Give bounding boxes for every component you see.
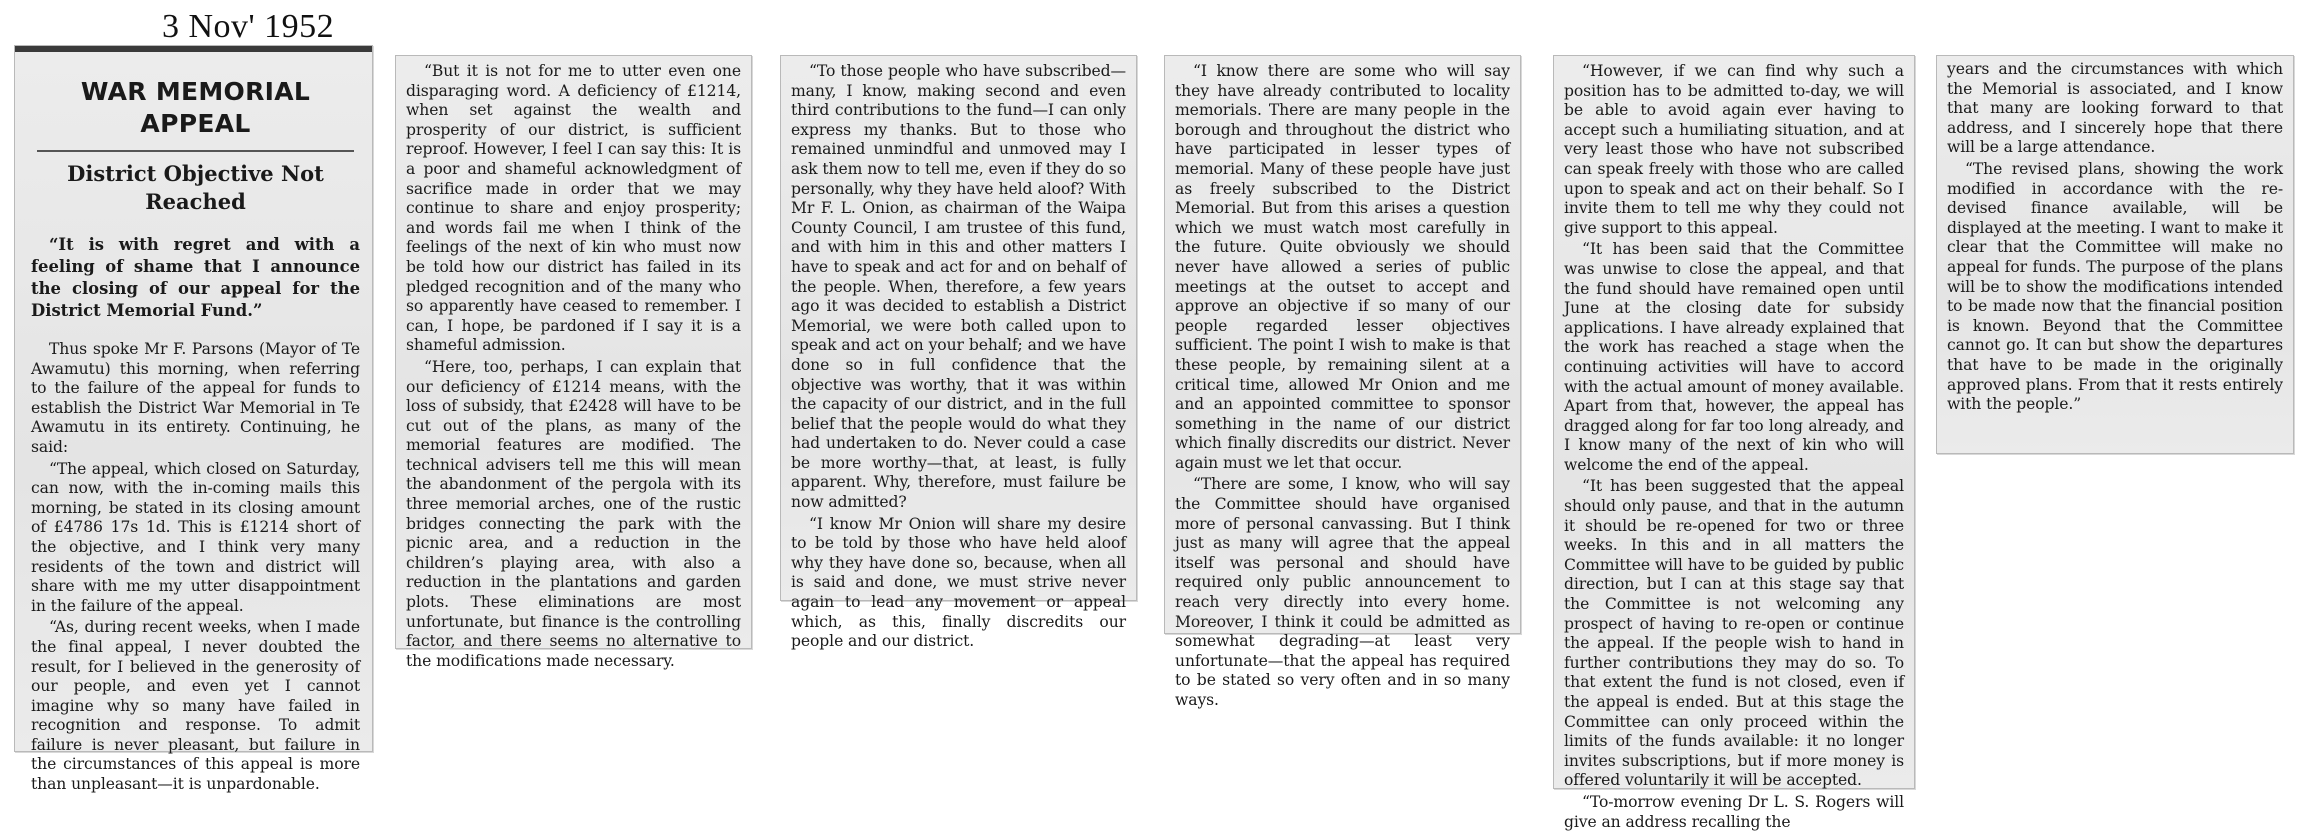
article-paragraph: Thus spoke Mr F. Parsons (Mayor of Te Awamutu) this morning, when referring to the failure of the appeal for funds to establish the District War Memorial in Te Awamutu in its entirety. Continuing, he said: (31, 340, 360, 456)
article-lead-quote: “It is with regret and with a feeling of shame that I announce the closing of our appeal for the District Memorial Fund.” (31, 235, 360, 320)
article-paragraph: “Here, too, perhaps, I can explain that our deficiency of £1214 means, with the loss of subsidy, that £2428 will have to be cut out of the plans, as many of the memorial features are modified. The technical advisers tell me this will mean the abandonment of the pergola with its three memorial arches, one of the rustic bridges connecting the park with the picnic area, and a reduction in the children’s playing area, with also a reduction in the plantations and garden plots. These eliminations are most unfortunate, but finance is the controlling factor, and there seems no alternative to the modifications made necessary. (406, 357, 741, 670)
clipping-column-5 (1553, 55, 1915, 831)
clipping-column-6 (1936, 55, 2294, 454)
article-paragraph: “It has been suggested that the appeal should only pause, and that in the autumn it should be re-opened for two or three weeks. In this and in all matters the Committee will have to be guided by public direction, but I can at this stage say that the Committee is not welcoming any prospect of having to re-open or continue the appeal. If the people wish to hand in further contributions they may do so. To that extent the fund is not closed, even if the appeal is ended. But at this stage the Committee can only proceed within the limits of the funds available: it no longer invites subscriptions, but if more money is offered voluntarily it will be accepted. (1564, 477, 1904, 790)
clipping-column-1 (14, 45, 373, 794)
article-paragraph: “But it is not for me to utter even one disparaging word. A deficiency of £1214, when set against the wealth and prosperity of our district, is sufficient reproof. However, I feel I can say this: It is a poor and shameful acknowledgment of sacrifice made in order that we may continue to share and enjoy prosperity; and words fail me when I think of the feelings of the next of kin who must now be told how our district has failed in its pledged recognition and of the many who so apparently have ceased to remember. I can, I hope, be pardoned if I say it is a shameful admission. (406, 62, 741, 355)
article-paragraph: “It has been said that the Committee was unwise to close the appeal, and that the fund should have remained open until June at the closing date for subsidy applications. I have already explained that the work has reached a stage when the continuing activities will have to accord with the actual amount of money available. Apart from that, however, the appeal has dragged along for far too long already, and I know many of the next of kin who will welcome the end of the appeal. (1564, 240, 1904, 474)
clipping-column-3 (780, 55, 1137, 651)
article-paragraph: “To those people who have subscribed—many, I know, making second and even third contributions to the fund—I can only express my thanks. But to those who remained unmindful and unmoved may I ask them now to tell me, even if they do so personally, why they have held aloof? With Mr F. L. Onion, as chairman of the Waipa County Council, I am trustee of this fund, and with him in this and other matters I have to speak and act for and on behalf of the people. When, therefore, a few years ago it was decided to establish a District Memorial, we were both called upon to speak and act on your behalf; and we have done so in full confidence that the objective was worthy, that it was within the capacity of our district, and in the full belief that the people would do what they had undertaken to do. Never could a case be more worthy—that, at least, is fully apparent. Why, therefore, must failure be now admitted? (791, 62, 1126, 512)
article-paragraph: “There are some, I know, who will say the Committee should have organised more of personal canvassing. But I think just as many will agree that the appeal itself was personal and should have required only public announcement to reach very directly into every home. Moreover, I think it could be admitted as somewhat degrading—at least very unfortunate—that the appeal has required to be stated so very often and in so many ways. (1175, 475, 1510, 709)
article-paragraph: “However, if we can find why such a position has to be admitted to-day, we will be able to avoid again ever having to accept such a humiliating situation, and at very least those who have not subscribed can speak freely with those who are called upon to speak and act on their behalf. So I invite them to tell me why they could not give support to this appeal. (1564, 62, 1904, 237)
article-headline: WAR MEMORIAL APPEAL (80, 77, 311, 138)
clipping-date: 3 Nov' 1952 (162, 8, 335, 45)
article-paragraph: “I know there are some who will say they have already contributed to locality memorials. There are many people in the borough and throughout the district who have participated in lesser types of memorial. Many of these people have just as freely subscribed to the District Memorial. But from this arises a question which we must watch most carefully in the future. Quite obviously we should never have allowed a series of public meetings at the outset to accept and approve an objective if so many of our people regarded lesser objectives sufficient. The point I wish to make is that these people, by remaining silent at a critical time, allowed Mr Onion and me and an appointed committee to sponsor something in the name of our district which finally discredits our district. Never again must we let that occur. (1175, 62, 1510, 472)
article-paragraph: “As, during recent weeks, when I made the final appeal, I never doubted the result, for I believed in the generosity of our people, and even yet I cannot imagine why so many have failed in recognition and response. To admit failure is never pleasant, but failure in the circumstances of this appeal is more than unpleasant—it is unpardonable. (31, 618, 360, 794)
clipping-column-2 (395, 55, 752, 670)
headline-divider (37, 150, 354, 152)
article-paragraph: “To-morrow evening Dr L. S. Rogers will give an address recalling the (1564, 792, 1904, 831)
column-top-rule (15, 46, 372, 52)
clipping-column-4 (1164, 55, 1521, 709)
article-paragraph: “I know Mr Onion will share my desire to be told by those who have held aloof why they have done so, because, when all is said and done, we must strive never again to lead any movement or appeal which, as this, finally discredits our people and our district. (791, 514, 1126, 651)
article-paragraph: years and the circumstances with which the Memorial is associated, and I know that many are looking forward to that address, and I sincerely hope that there will be a large attendance. (1947, 60, 2283, 157)
article-subheadline: District Objective Not Reached (67, 161, 324, 214)
article-paragraph: “The appeal, which closed on Saturday, can now, with the in-coming mails this morning, be stated in its closing amount of £4786 17s 1d. This is £1214 short of the objective, and I think very many residents of the town and district will share with me my utter disappointment in the failure of the appeal. (31, 459, 360, 615)
article-paragraph: “The revised plans, showing the work modified in accordance with the re-devised finance available, will be displayed at the meeting. I want to make it clear that the Committee will make no appeal for funds. The purpose of the plans will be to show the modifications intended to be made now that the financial position is known. Beyond that the Committee cannot go. It can but show the departures that have to be made in the originally approved plans. From that it rests entirely with the people.” (1947, 159, 2283, 414)
